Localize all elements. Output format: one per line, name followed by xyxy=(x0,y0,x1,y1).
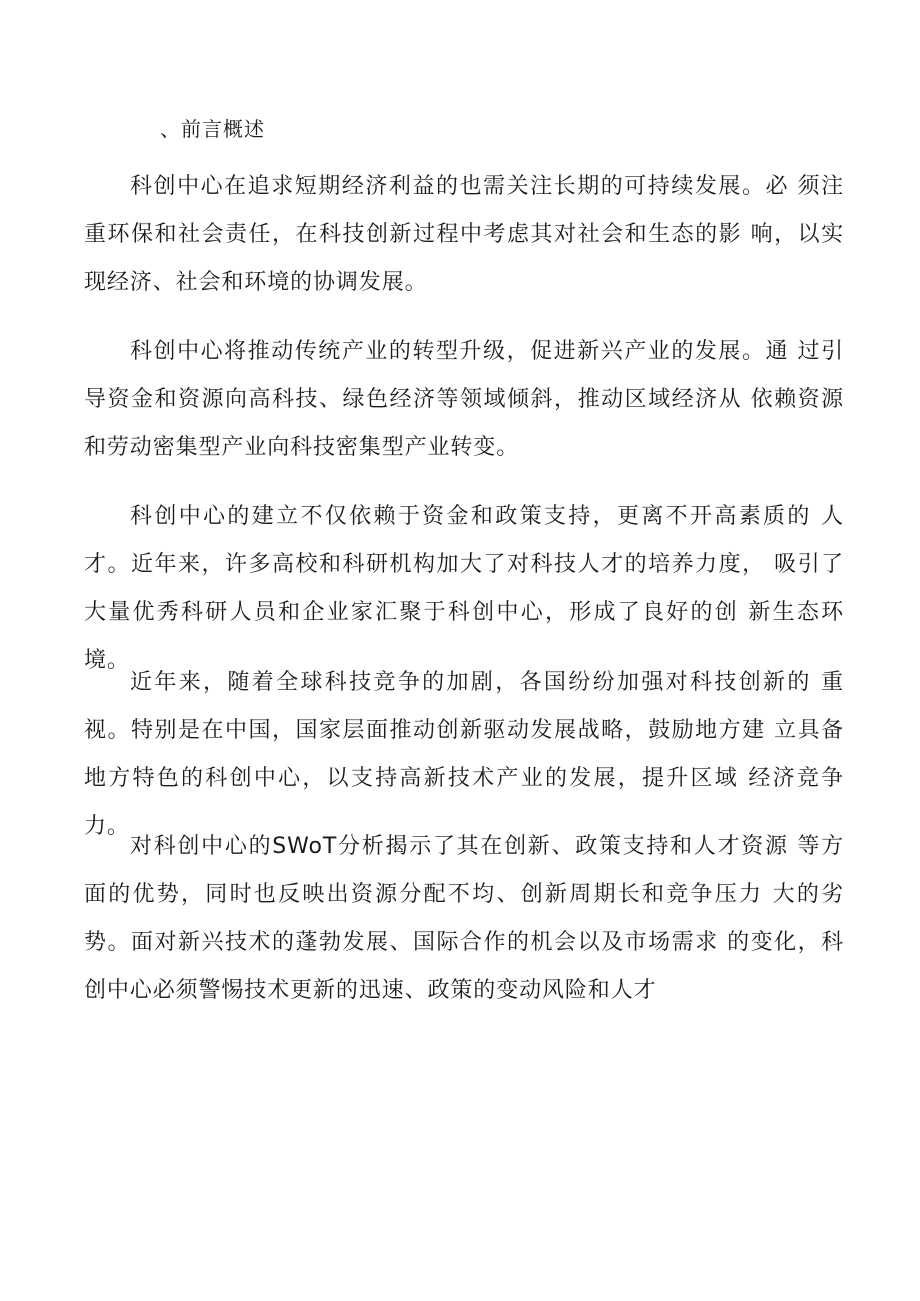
paragraph-industry-upgrade: 科创中心将推动传统产业的转型升级，促进新兴产业的发展。通 过引导资金和资源向高科技、绿色经济等领域倾斜，推动区域经济从 依赖资源和劳动密集型产业向科技密集型产业转变。 xyxy=(84,339,844,460)
paragraph-sustainability: 科创中心在追求短期经济利益的也需关注长期的可持续发展。必 须注重环保和社会责任，在科技创新过程中考虑其对社会和生态的影 响，以实现经济、社会和环境的协调发展。 xyxy=(84,174,844,295)
paragraph-swot: 对科创中心的SWoT分析揭示了其在创新、政策支持和人才资源 等方面的优势，同时也反映出资源分配不均、创新周期长和竞争压力 大的劣势。面对新兴技术的蓬勃发展、国际合作的机会以及市场需求 的变化，科创中心必须警惕技术更新的迅速、政策的变动风险和人才 xyxy=(84,834,844,1003)
section-heading: 、前言概述 xyxy=(160,117,265,141)
paragraph-talent: 科创中心的建立不仅依赖于资金和政策支持，更离不开高素质的 人才。近年来，许多高校和科研机构加大了对科技人才的培养力度， 吸引了大量优秀科研人员和企业家汇聚于科创中心，形成了良好的创 新生态环境。 xyxy=(84,504,844,673)
paragraph-competition: 近年来，随着全球科技竞争的加剧，各国纷纷加强对科技创新的 重视。特别是在中国，国家层面推动创新驱动发展战略，鼓励地方建 立具备地方特色的科创中心，以支持高新技术产业的发展，提升区域 经济竞争力。 xyxy=(84,670,844,839)
